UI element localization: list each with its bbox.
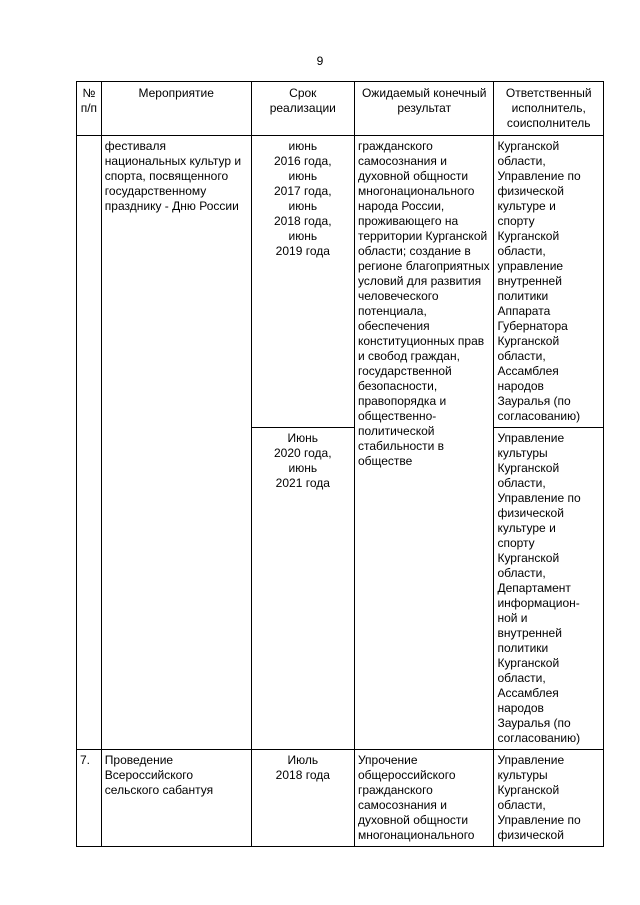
row2-responsible: Управление культуры Курганской области, Управление по физической xyxy=(494,750,604,847)
events-table xyxy=(76,81,604,847)
page-number: 9 xyxy=(316,54,324,68)
row2-num: 7. xyxy=(77,750,102,847)
row2-term: Июль 2018 года xyxy=(251,750,354,847)
table-header-row xyxy=(77,82,604,136)
row1-num xyxy=(77,136,102,750)
row1-result: гражданского самосознания и духовной общности многонационального народа России, проживающего на территории Курганской области; создание в регионе благоприятных условий для развития человеческого потенциала, обеспечения конституционных прав и свобод граждан, государственной безопасности, правопорядка и общественно-политической стабильности в обществе xyxy=(354,136,494,750)
table-row xyxy=(77,750,604,847)
header-result: Ожидаемый конечный результат xyxy=(354,82,494,136)
header-event: Мероприятие xyxy=(101,82,251,136)
row1-responsible-a: Курганской области, Управление по физической культуре и спорту Курганской области, управление внутренней политики Аппарата Губернатора Курганской области, Ассамблея народов Зауралья (по согласованию) xyxy=(494,136,604,428)
row1-term-a: июнь 2016 года, июнь 2017 года, июнь 2018 года, июнь 2019 года xyxy=(251,136,354,428)
table-row xyxy=(77,136,604,428)
row1-term-b: Июнь 2020 года, июнь 2021 года xyxy=(251,428,354,750)
row1-responsible-b: Управление культуры Курганской области, Управление по физической культуре и спорту Курганской области, Департамент информацион- ной и внутренней политики Курганской области, Ассамблея народов Зауралья (по согласованию) xyxy=(494,428,604,750)
row1-event: фестиваля национальных культур и спорта, посвященного государственному празднику - Дню России xyxy=(101,136,251,750)
header-num: № п/п xyxy=(77,82,102,136)
header-term: Срок реализации xyxy=(251,82,354,136)
row2-event: Проведение Всероссийского сельского сабантуя xyxy=(101,750,251,847)
header-responsible: Ответственный исполнитель, соисполнитель xyxy=(494,82,604,136)
row2-result: Упрочение общероссийского гражданского самосознания и духовной общности многонационального xyxy=(354,750,494,847)
